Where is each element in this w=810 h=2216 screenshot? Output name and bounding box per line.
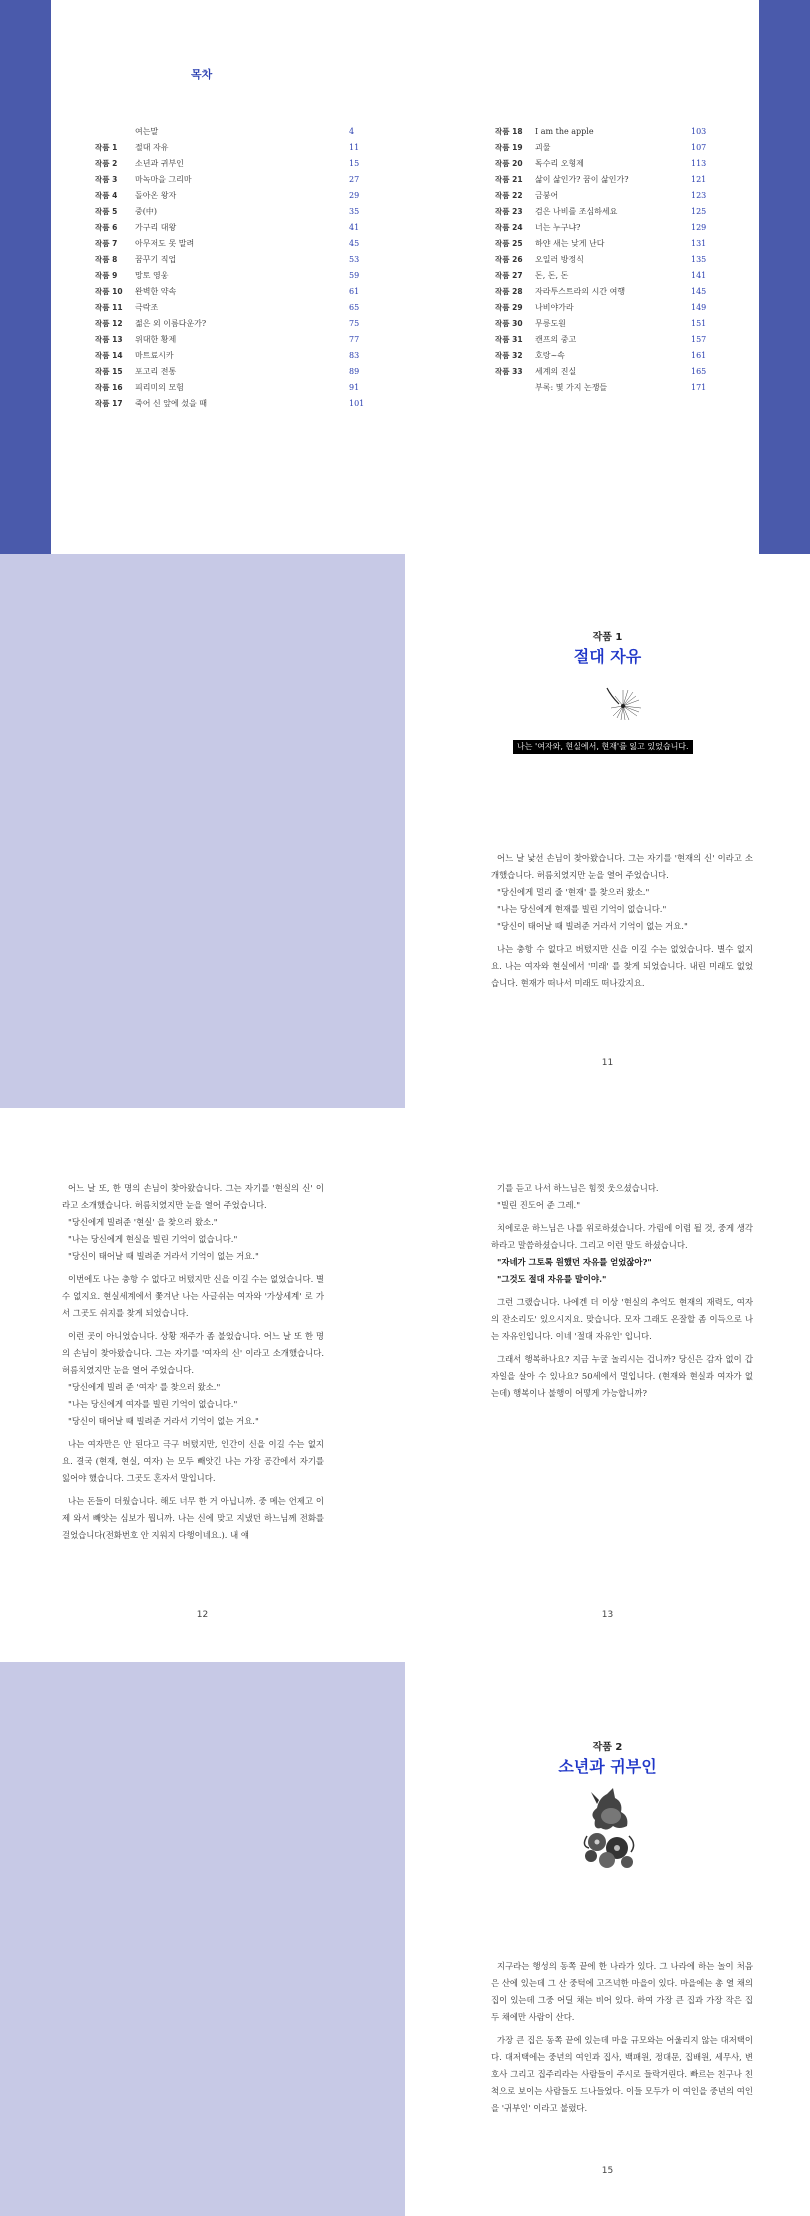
toc-entry[interactable]: [495, 364, 711, 380]
toc-entry-title: 삶이 삶인가? 꿈이 삶인가?: [535, 175, 629, 184]
toc-entry-page: 45: [349, 239, 360, 248]
toc-entry-page: 61: [349, 287, 360, 296]
toc-entry-page: 161: [691, 351, 707, 360]
toc-entry-title: 극락조: [135, 303, 159, 312]
toc-entry-title: 독수리 오형제: [535, 159, 584, 168]
paragraph: 나는 여자만은 안 된다고 극구 버텼지만, 인간이 신을 이길 수는 없지요. 결국 (현재, 현실, 여자) 는 모두 빼앗긴 나는 가장 공간에서 자기를 잃어야 했습니다. 그곳도 혼자서 말입니다.: [62, 1439, 324, 1483]
toc-entry-title: 위대한 황제: [135, 335, 177, 344]
chapter-title: 절대 자유: [573, 647, 642, 666]
toc-entry-label: 작품 7: [95, 239, 118, 248]
toc-entry[interactable]: [495, 236, 711, 252]
band-spread-p12-13: [0, 1108, 810, 1662]
toc-entry-title: 괴물: [535, 143, 551, 152]
toc-entry-page: 135: [691, 255, 707, 264]
toc-entry-title: 부록: 몇 가지 논쟁들: [535, 383, 608, 392]
toc-entry-page: 4: [349, 127, 355, 136]
page-11: [405, 554, 810, 1108]
toc-entry-page: 15: [349, 159, 360, 168]
page-15-body: [491, 1958, 753, 2123]
toc-entry-title: 하얀 새는 낮게 난다: [535, 239, 605, 248]
toc-entry-label: 작품 26: [495, 255, 523, 264]
toc-entry-label: 작품 12: [95, 319, 123, 328]
paragraph: 가장 큰 집은 동쪽 끝에 있는데 마을 규모와는 어울리지 않는 대저택이다. 대저택에는 중년의 여인과 집사, 백패원, 정대문, 집배원, 세무사, 변호사 그리고 집주리라는 사람들이 주시로 들락거린다. 빠르는 친구나 친척으로 보이는 사람들도 드나들었다. 이들 모두가 이 여인을 중년의 여인을 '귀부인' 이라고 불렀다.: [491, 2035, 753, 2113]
toc-entry-label: 작품 14: [95, 351, 123, 360]
paragraph: "당신이 태어날 때 빌려준 거라서 기억이 없는 거요.": [497, 921, 688, 931]
paragraph: "나는 당신에게 여자를 빌린 기억이 없습니다.": [68, 1399, 238, 1409]
toc-entry-title: 소년과 귀부인: [135, 159, 184, 168]
toc-entry-page: 131: [691, 239, 707, 248]
toc-entry-title: 죽어 신 앞에 섰을 때: [135, 399, 207, 408]
toc-entry-title: 젊은 외 이름다운가?: [135, 319, 207, 328]
toc-entry-page: 35: [349, 207, 360, 216]
toc-entry-title: 자라투스트라의 시간 여행: [535, 287, 626, 296]
toc-entry-label: 작품 9: [95, 271, 118, 280]
toc-entry[interactable]: [95, 172, 369, 188]
toc-entry[interactable]: [95, 268, 369, 284]
toc-entry[interactable]: [495, 348, 711, 364]
toc-entry-title: 돌아온 왕자: [135, 191, 177, 200]
paragraph: 그런 그랬습니다. 나에겐 더 이상 '현실의 추억도 현재의 재력도, 여자의 잔소리도' 있으시지요. 맞습니다. 모자 그래도 온잘할 좀 이득으로 나는 자유인입니다. 이네 '절대 자유인' 입니다.: [491, 1297, 753, 1341]
toc-entry-label: 작품 31: [495, 335, 523, 344]
toc-entry-title: 중(中): [135, 207, 157, 216]
toc-entry[interactable]: [495, 156, 711, 172]
page-number: 12: [196, 1610, 209, 1620]
toc-entry[interactable]: [95, 348, 369, 364]
toc-entry-title: 절대 자유: [135, 143, 169, 152]
toc-entry-page: 123: [691, 191, 707, 200]
toc-entry[interactable]: [495, 172, 711, 188]
toc-entry-title: 무릉도원: [535, 319, 566, 328]
toc-entry-page: 165: [691, 367, 707, 376]
paragraph: 지구라는 행성의 동쪽 끝에 한 나라가 있다. 그 나라에 하는 놀이 처음은 산에 있는데 그 산 중턱에 고즈넉한 마을이 있다. 마을에는 총 열 채의 집이 있는데 그중 어딜 채는 비어 있다. 하여 가장 큰 집과 가장 작은 집 두 채에만 사람이 산다.: [491, 1961, 753, 2022]
toc-entry-label: 작품 28: [495, 287, 523, 296]
toc-entry-label: 작품 33: [495, 367, 523, 376]
toc-entry-label: 작품 5: [95, 207, 118, 216]
toc-entry-title: 세계의 진실: [535, 367, 577, 376]
paragraph: "나는 당신에게 현재를 빌린 기억이 없습니다.": [497, 904, 667, 914]
toc-entry-page: 101: [349, 399, 365, 408]
fox-and-flowers-illustration: [577, 1786, 641, 1876]
lavender-left-page: [0, 1662, 405, 2216]
toc-entry-label: 작품 32: [495, 351, 523, 360]
toc-entry-label: 작품 8: [95, 255, 118, 264]
toc-entry[interactable]: [95, 364, 369, 380]
paragraph: 기를 듣고 나서 하느님은 힘껏 웃으셨습니다.: [497, 1183, 659, 1193]
toc-entry-label: 작품 10: [95, 287, 123, 296]
toc-entry-label: 작품 1: [95, 143, 118, 152]
toc-entry[interactable]: [95, 188, 369, 204]
toc-entry[interactable]: [495, 140, 711, 156]
band-spread-p15: [0, 1662, 810, 2216]
dandelion-seed-illustration: [599, 682, 649, 722]
toc-entry-page: 103: [691, 127, 707, 136]
toc-entry-page: 151: [691, 319, 707, 328]
toc-entry-page: 65: [349, 303, 360, 312]
page-12-body: [62, 1180, 324, 1550]
toc-entry-title: 캔프의 중고: [535, 335, 577, 344]
toc-entry[interactable]: [95, 220, 369, 236]
toc-entry-label: 작품 13: [95, 335, 123, 344]
toc-entry-page: 53: [349, 255, 360, 264]
band-toc-spread: [0, 0, 810, 554]
page-13: [405, 1108, 810, 1662]
toc-entry-label: 작품 21: [495, 175, 523, 184]
toc-entry-title: 나비야가라: [535, 303, 574, 312]
bold-line: "그것도 절대 자유를 말이야.": [497, 1274, 607, 1284]
toc-entry[interactable]: [495, 188, 711, 204]
toc-entry-page: 171: [691, 383, 707, 392]
toc-entry[interactable]: [495, 204, 711, 220]
toc-entry-page: 107: [691, 143, 707, 152]
toc-entry-page: 157: [691, 335, 707, 344]
toc-entry-title: 포고리 전통: [135, 367, 177, 376]
toc-entry-page: 121: [691, 175, 707, 184]
toc-entry-page: 83: [349, 351, 360, 360]
paragraph: 어느 날 낯선 손님이 찾아왔습니다. 그는 자기를 '현재의 신' 이라고 소개했습니다. 허름치였지만 눈을 열어 주었습니다.: [491, 853, 753, 880]
toc-entry-title: 완벽한 약속: [135, 287, 177, 296]
paragraph: "나는 당신에게 현실을 빌린 기억이 없습니다.": [68, 1234, 238, 1244]
side-bar-right: [759, 0, 810, 554]
toc-entry[interactable]: [95, 236, 369, 252]
toc-entry-label: 작품 23: [495, 207, 523, 216]
paragraph: 치에로운 하느님은 나를 위로하셨습니다. 가림에 이렴 될 것, 중게 생각하라고 말씀하셨습니다. 그리고 이런 말도 하셨습니다.: [491, 1223, 753, 1250]
paragraph: 어느 날 또, 한 명의 손님이 찾아왔습니다. 그는 자기를 '현실의 신' 이라고 소개했습니다. 허름치였지만 눈을 열어 주었습니다.: [62, 1183, 324, 1210]
toc-entry[interactable]: [495, 252, 711, 268]
paragraph: "당신이 태어날 때 빌려준 거라서 기억이 없는 거요.": [68, 1416, 259, 1426]
toc-entry-label: 작품 25: [495, 239, 523, 248]
toc-entry-title: 검은 나비를 조심하세요: [535, 207, 618, 216]
toc-entry[interactable]: [495, 220, 711, 236]
page-13-body: [491, 1180, 753, 1408]
toc-entry-label: 작품 29: [495, 303, 523, 312]
toc-entry-label: 작품 16: [95, 383, 123, 392]
toc-entry-page: 145: [691, 287, 707, 296]
toc-entry[interactable]: [495, 124, 711, 140]
toc-entry-title: 마녹마을 그리마: [135, 175, 192, 184]
toc-entry-label: 작품 24: [495, 223, 523, 232]
toc-entry-label: 작품 18: [495, 127, 523, 136]
page-11-body: [491, 850, 753, 998]
toc-entry[interactable]: [95, 284, 369, 300]
toc-entry[interactable]: [495, 316, 711, 332]
paragraph: 나는 돈들이 더웠습니다. 해도 너무 한 거 아닙니까. 중 메는 언제고 이제 와서 빼앗는 심보가 뭡니까. 나는 신에 맞고 지냈던 하느님께 전화를 걸었습니다(전화번호 안 지워지 다행이네요.). 내 얘: [62, 1496, 324, 1540]
toc-entry-page: 27: [349, 175, 360, 184]
page-number: 13: [601, 1610, 614, 1620]
toc-entry-label: 작품 19: [495, 143, 523, 152]
toc-entry[interactable]: [95, 140, 369, 156]
toc-entry-label: 작품 6: [95, 223, 118, 232]
chapter-label: 작품 2: [592, 1742, 623, 1753]
paragraph: [491, 1271, 753, 1288]
toc-page: [51, 0, 759, 554]
paragraph: 그래서 행복하나요? 지금 누굴 놀리시는 겁니까? 당신은 감자 없이 갑자일을 살아 수 있나요? 50세에서 멀입니다. (현재와 현실과 여자가 없는데) 행복이나 불행이 어떻게 가능합니까?: [491, 1354, 753, 1398]
toc-entry-title: 금붕어: [535, 191, 559, 200]
paragraph: "빌린 진도어 준 그레.": [497, 1200, 581, 1210]
toc-entry-title: 마트료시카: [135, 351, 174, 360]
page-number: 11: [601, 1058, 614, 1068]
paragraph: [491, 1254, 753, 1271]
toc-entry-label: 작품 20: [495, 159, 523, 168]
toc-entry[interactable]: [95, 204, 369, 220]
chapter-label: 작품 1: [592, 632, 623, 643]
toc-entry-page: 141: [691, 271, 707, 280]
paragraph: 이런 곳이 아니었습니다. 상황 재주가 좀 불었습니다. 어느 날 또 한 명의 손님이 찾아왔습니다. 그는 자기를 '여자의 신' 이라고 소개했습니다. 허름치였지만 눈을 열어 주었습니다.: [62, 1331, 324, 1375]
toc-entry-page: 59: [349, 271, 360, 280]
toc-entry-label: 작품 30: [495, 319, 523, 328]
toc-entry-page: 75: [349, 319, 360, 328]
paragraph: "당신에게 빌려준 '현실' 을 찾으러 왔소.": [68, 1217, 218, 1227]
toc-title: 목차: [191, 68, 213, 81]
toc-entry[interactable]: [95, 252, 369, 268]
toc-entry[interactable]: [95, 156, 369, 172]
toc-entry-page: 113: [691, 159, 707, 168]
toc-entry-label: 작품 22: [495, 191, 523, 200]
bold-line: "자네가 그토록 원했던 자유를 얻었잖아?": [497, 1257, 652, 1267]
toc-entry[interactable]: [495, 332, 711, 348]
toc-entry-page: 29: [349, 191, 360, 200]
toc-entry-page: 91: [349, 383, 360, 392]
toc-entry-label: 작품 11: [95, 303, 123, 312]
toc-entry-page: 125: [691, 207, 707, 216]
toc-entry-title: 망토 영웅: [135, 271, 169, 280]
paragraph: 이번에도 나는 충항 수 없다고 버텼지만 신을 이길 수는 없었습니다. 별수 없지요. 현실세계에서 쫓겨난 나는 사글쉬는 여자와 '가상세계' 로 가서 그곳도 쉬지를 찾게 되었습니다.: [62, 1274, 324, 1318]
page-15: [405, 1662, 810, 2216]
toc-entry-label: 작품 4: [95, 191, 118, 200]
epigraph-quote: 나는 '여자와, 현실에서, 현재'를 잃고 있었습니다.: [513, 740, 693, 754]
toc-entry[interactable]: [495, 300, 711, 316]
toc-entry[interactable]: [95, 396, 369, 412]
page-12: [0, 1108, 405, 1662]
toc-entry-label: 작품 27: [495, 271, 523, 280]
toc-entry[interactable]: [95, 380, 369, 396]
lavender-left-page: [0, 554, 405, 1108]
side-bar-left: [0, 0, 51, 554]
toc-entry-page: 149: [691, 303, 707, 312]
toc-entry-page: 11: [349, 143, 360, 152]
toc-entry[interactable]: [495, 380, 711, 396]
toc-entry[interactable]: [495, 268, 711, 284]
toc-entry-title: 가구리 대왕: [135, 223, 177, 232]
toc-entry[interactable]: [95, 316, 369, 332]
toc-entry-title: I am the apple: [535, 127, 594, 136]
toc-entry-title: 꿈꾸기 직업: [135, 255, 177, 264]
toc-entry-title: 오일러 방정식: [535, 255, 584, 264]
chapter-title: 소년과 귀부인: [558, 1757, 657, 1776]
toc-entry-title: 너는 누구냐?: [535, 223, 581, 232]
toc-entry[interactable]: [95, 332, 369, 348]
paragraph: "당신에게 빌려 준 '여자' 를 찾으러 왔소.": [68, 1382, 221, 1392]
toc-entry-title: 돈, 돈, 돈: [535, 271, 569, 280]
toc-entry-page: 89: [349, 367, 360, 376]
toc-entry-label: 작품 2: [95, 159, 118, 168]
paragraph: 나는 충항 수 없다고 버텼지만 신을 이길 수는 없었습니다. 별수 없지요. 나는 여자와 현실에서 '미래' 를 찾게 되었습니다. 내린 미래도 없었습니다. 현재가 떠나서 미래도 떠나갔지요.: [491, 944, 753, 988]
toc-entry-title: 여는말: [135, 127, 159, 136]
toc-entry-title: 호랑~속: [535, 351, 565, 360]
toc-entry[interactable]: [95, 300, 369, 316]
toc-entry[interactable]: [95, 124, 369, 140]
paragraph: "당신에게 멀리 줄 '현재' 를 찾으러 왔소.": [497, 887, 650, 897]
toc-entry-title: 아무저도 못 말려: [135, 239, 195, 248]
toc-entry-page: 41: [349, 223, 360, 232]
paragraph: "당신이 태어날 때 빌려준 거라서 기억이 없는 거요.": [68, 1251, 259, 1261]
band-spread-p11: [0, 554, 810, 1108]
toc-entry-label: 작품 3: [95, 175, 118, 184]
toc-entry-page: 77: [349, 335, 360, 344]
toc-entry-label: 작품 15: [95, 367, 123, 376]
toc-entry-page: 129: [691, 223, 707, 232]
toc-entry[interactable]: [495, 284, 711, 300]
page-number: 15: [601, 2166, 614, 2176]
toc-entry-label: 작품 17: [95, 399, 123, 408]
toc-entry-title: 피리미의 모험: [135, 383, 184, 392]
